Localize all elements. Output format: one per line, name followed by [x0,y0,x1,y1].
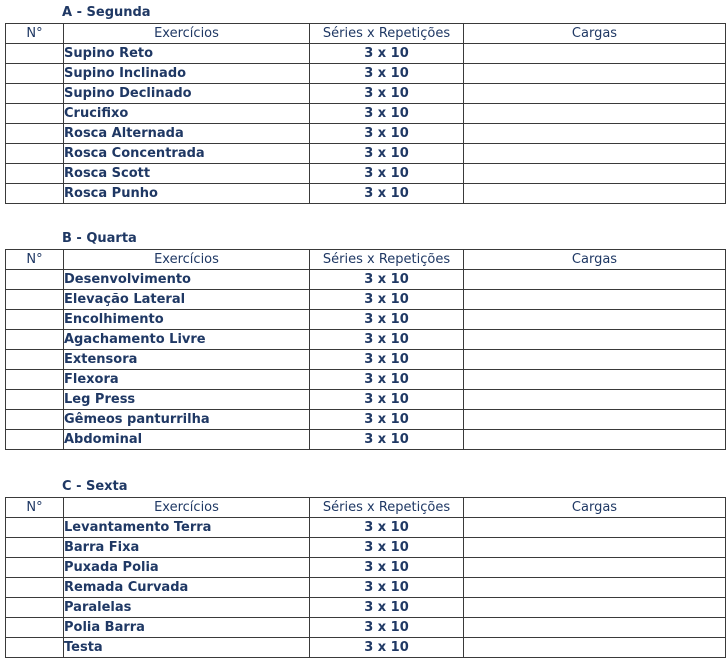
table-row [6,270,726,290]
exercise-table [5,497,726,658]
load-cell[interactable] [464,538,726,558]
sets-reps-cell: 3 x 10 [310,370,464,390]
table-row [6,164,726,184]
header-row [6,250,726,270]
header-sets-reps: Séries x Repetições [310,24,464,44]
sets-reps-cell: 3 x 10 [310,638,464,658]
sets-reps-cell: 3 x 10 [310,390,464,410]
load-cell[interactable] [464,558,726,578]
load-cell[interactable] [464,370,726,390]
exercise-cell: Rosca Scott [64,164,310,184]
row-num-cell[interactable] [6,598,64,618]
table-row [6,430,726,450]
load-cell[interactable] [464,44,726,64]
exercise-cell: Crucifixo [64,104,310,124]
exercise-cell: Encolhimento [64,310,310,330]
exercise-cell: Rosca Alternada [64,124,310,144]
header-loads: Cargas [464,498,726,518]
table-row [6,330,726,350]
row-num-cell[interactable] [6,310,64,330]
table-row [6,124,726,144]
row-num-cell[interactable] [6,330,64,350]
exercise-cell: Agachamento Livre [64,330,310,350]
load-cell[interactable] [464,290,726,310]
table-row [6,518,726,538]
header-sets-reps: Séries x Repetições [310,498,464,518]
section-title: A - Segunda [62,5,151,20]
sets-reps-cell: 3 x 10 [310,410,464,430]
sets-reps-cell: 3 x 10 [310,430,464,450]
load-cell[interactable] [464,350,726,370]
exercise-cell: Testa [64,638,310,658]
load-cell[interactable] [464,124,726,144]
load-cell[interactable] [464,578,726,598]
table-row [6,410,726,430]
load-cell[interactable] [464,164,726,184]
row-num-cell[interactable] [6,578,64,598]
sets-reps-cell: 3 x 10 [310,164,464,184]
table-row [6,310,726,330]
load-cell[interactable] [464,390,726,410]
exercise-cell: Rosca Concentrada [64,144,310,164]
sets-reps-cell: 3 x 10 [310,558,464,578]
row-num-cell[interactable] [6,44,64,64]
table-row [6,538,726,558]
row-num-cell[interactable] [6,638,64,658]
load-cell[interactable] [464,638,726,658]
table-row [6,290,726,310]
row-num-cell[interactable] [6,350,64,370]
load-cell[interactable] [464,330,726,350]
exercise-cell: Barra Fixa [64,538,310,558]
table-row [6,390,726,410]
sets-reps-cell: 3 x 10 [310,538,464,558]
row-num-cell[interactable] [6,84,64,104]
row-num-cell[interactable] [6,410,64,430]
exercise-cell: Elevação Lateral [64,290,310,310]
header-row [6,498,726,518]
exercise-cell: Gêmeos panturrilha [64,410,310,430]
row-num-cell[interactable] [6,558,64,578]
table-row [6,184,726,204]
table-row [6,144,726,164]
exercise-cell: Supino Reto [64,44,310,64]
row-num-cell[interactable] [6,124,64,144]
load-cell[interactable] [464,144,726,164]
load-cell[interactable] [464,84,726,104]
exercise-table [5,23,726,204]
table-row [6,350,726,370]
exercise-cell: Desenvolvimento [64,270,310,290]
table-row [6,44,726,64]
sets-reps-cell: 3 x 10 [310,310,464,330]
header-exercise: Exercícios [64,250,310,270]
table-row [6,370,726,390]
load-cell[interactable] [464,410,726,430]
sets-reps-cell: 3 x 10 [310,270,464,290]
exercise-cell: Extensora [64,350,310,370]
row-num-cell[interactable] [6,538,64,558]
exercise-table [5,249,726,450]
sets-reps-cell: 3 x 10 [310,290,464,310]
section-title: B - Quarta [62,231,137,246]
table-row [6,104,726,124]
sets-reps-cell: 3 x 10 [310,184,464,204]
exercise-cell: Supino Inclinado [64,64,310,84]
exercise-cell: Supino Declinado [64,84,310,104]
exercise-cell: Rosca Punho [64,184,310,204]
load-cell[interactable] [464,64,726,84]
header-loads: Cargas [464,24,726,44]
row-num-cell[interactable] [6,144,64,164]
table-row [6,638,726,658]
sets-reps-cell: 3 x 10 [310,598,464,618]
row-num-cell[interactable] [6,164,64,184]
sets-reps-cell: 3 x 10 [310,44,464,64]
load-cell[interactable] [464,310,726,330]
exercise-cell: Flexora [64,370,310,390]
sets-reps-cell: 3 x 10 [310,144,464,164]
load-cell[interactable] [464,618,726,638]
table-row [6,618,726,638]
sets-reps-cell: 3 x 10 [310,618,464,638]
header-row [6,24,726,44]
header-exercise: Exercícios [64,498,310,518]
table-row [6,578,726,598]
exercise-cell: Polia Barra [64,618,310,638]
exercise-cell: Abdominal [64,430,310,450]
row-num-cell[interactable] [6,430,64,450]
table-row [6,84,726,104]
header-exercise: Exercícios [64,24,310,44]
row-num-cell[interactable] [6,104,64,124]
exercise-cell: Leg Press [64,390,310,410]
sets-reps-cell: 3 x 10 [310,64,464,84]
row-num-cell[interactable] [6,184,64,204]
sets-reps-cell: 3 x 10 [310,330,464,350]
exercise-cell: Puxada Polia [64,558,310,578]
row-num-cell[interactable] [6,370,64,390]
header-loads: Cargas [464,250,726,270]
load-cell[interactable] [464,518,726,538]
row-num-cell[interactable] [6,270,64,290]
row-num-cell[interactable] [6,390,64,410]
row-num-cell[interactable] [6,518,64,538]
row-num-cell[interactable] [6,64,64,84]
section-title: C - Sexta [62,479,128,494]
sets-reps-cell: 3 x 10 [310,124,464,144]
load-cell[interactable] [464,430,726,450]
row-num-cell[interactable] [6,618,64,638]
header-num: N° [6,250,64,270]
exercise-cell: Paralelas [64,598,310,618]
row-num-cell[interactable] [6,290,64,310]
load-cell[interactable] [464,598,726,618]
load-cell[interactable] [464,104,726,124]
header-sets-reps: Séries x Repetições [310,250,464,270]
sets-reps-cell: 3 x 10 [310,518,464,538]
sets-reps-cell: 3 x 10 [310,84,464,104]
table-row [6,558,726,578]
table-row [6,598,726,618]
header-num: N° [6,498,64,518]
load-cell[interactable] [464,270,726,290]
sets-reps-cell: 3 x 10 [310,350,464,370]
load-cell[interactable] [464,184,726,204]
sets-reps-cell: 3 x 10 [310,104,464,124]
table-row [6,64,726,84]
header-num: N° [6,24,64,44]
exercise-cell: Levantamento Terra [64,518,310,538]
exercise-cell: Remada Curvada [64,578,310,598]
sets-reps-cell: 3 x 10 [310,578,464,598]
